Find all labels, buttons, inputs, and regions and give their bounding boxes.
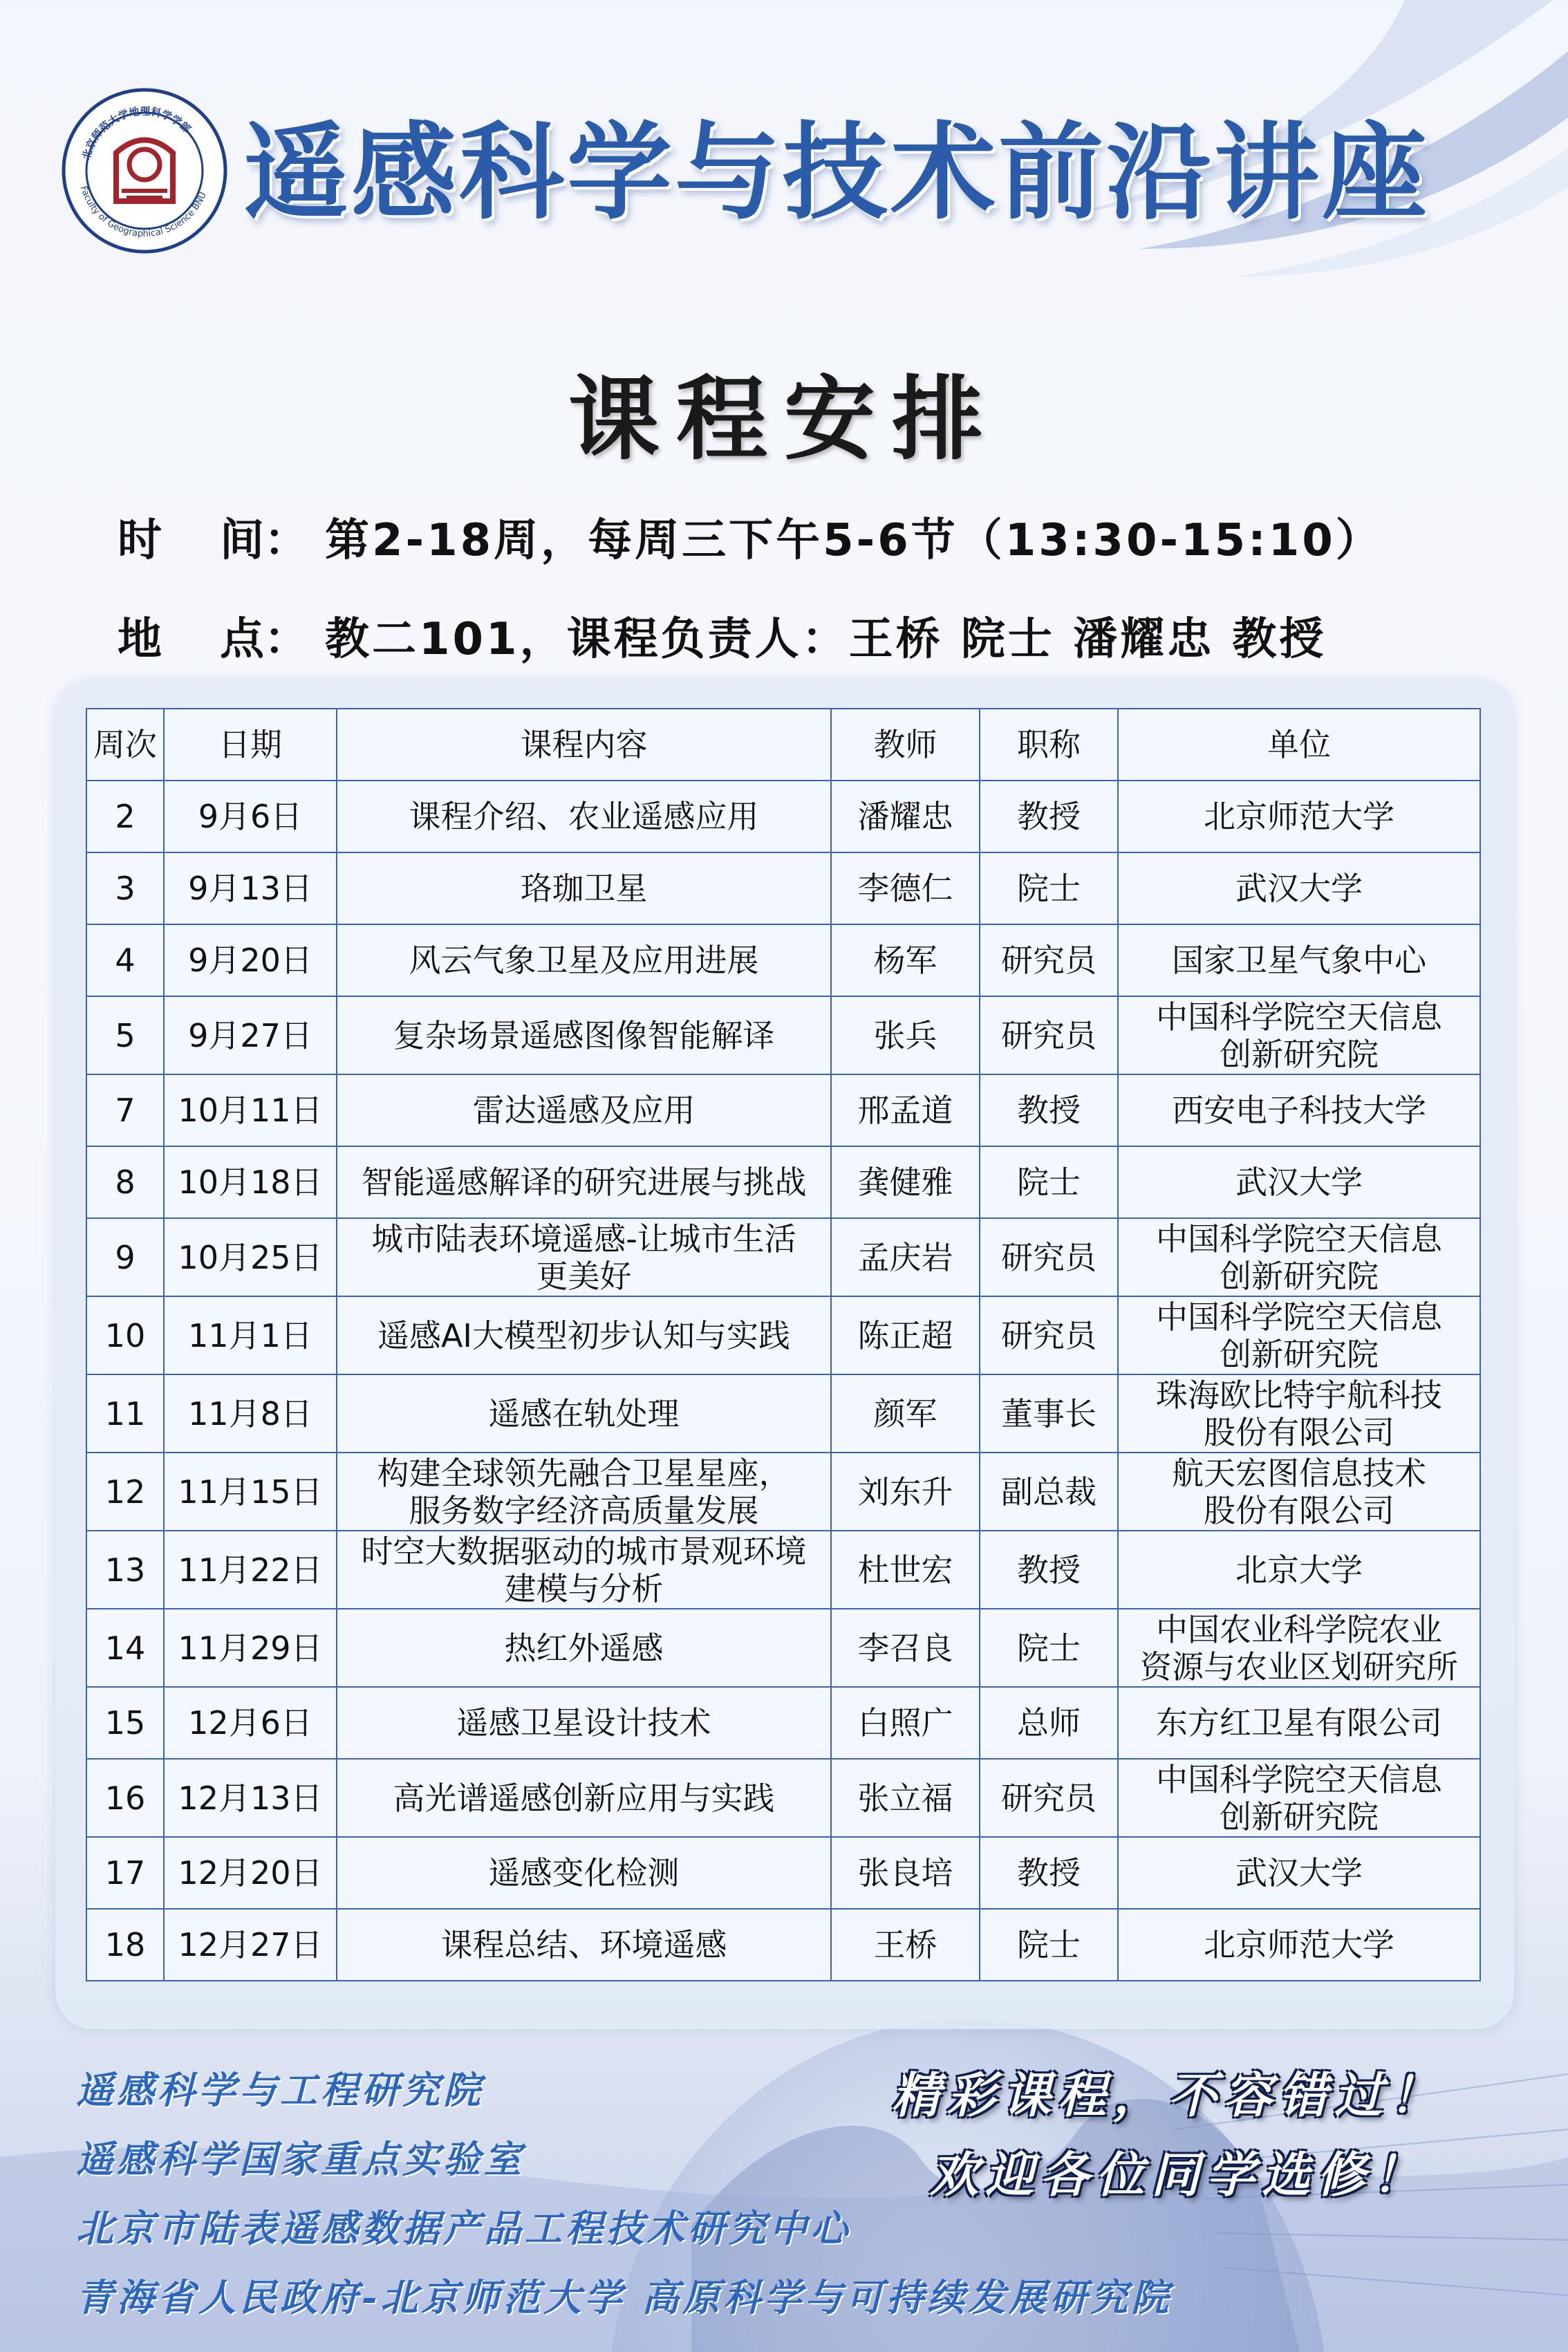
time-label-rest: 间： <box>220 515 308 566</box>
unit-lines <box>1172 1092 1426 1129</box>
topic-lines <box>409 798 759 835</box>
slogan-primary: 精彩课程，不容错过！ <box>892 2066 1445 2124</box>
cell-date: 9月13日 <box>164 852 337 924</box>
schedule-table <box>86 708 1481 1981</box>
topic-line: 遥感在轨处理 <box>488 1394 680 1432</box>
cell-unit <box>1118 1687 1480 1759</box>
unit-line: 西安电子科技大学 <box>1172 1092 1426 1129</box>
cell-week: 14 <box>86 1609 164 1687</box>
cell-title: 教授 <box>980 1074 1118 1146</box>
unit-lines <box>1156 1704 1442 1742</box>
cell-topic <box>337 1837 831 1909</box>
unit-line: 航天宏图信息技术 <box>1172 1454 1426 1492</box>
table-row <box>86 1531 1480 1609</box>
cell-week: 2 <box>86 781 164 852</box>
svg-text:Faculty of Geographical Scienc: Faculty of Geographical Science BNU <box>78 185 209 240</box>
topic-lines <box>489 1395 680 1432</box>
cell-title: 研究员 <box>980 996 1118 1074</box>
unit-line: 北京师范大学 <box>1204 798 1394 835</box>
unit-lines <box>1235 1854 1363 1892</box>
topic-lines <box>441 1926 727 1963</box>
time-label-char: 时 <box>118 515 162 566</box>
slogan-secondary: 欢迎各位同学选修！ <box>930 2146 1428 2203</box>
topic-line: 时空大数据驱动的城市景观环境 <box>361 1532 807 1570</box>
table-row <box>86 996 1480 1074</box>
topic-line: 智能遥感解译的研究进展与挑战 <box>361 1164 807 1201</box>
unit-lines <box>1172 1455 1426 1529</box>
unit-line: 中国科学院空天信息 <box>1156 998 1442 1036</box>
svg-text:北京师范大学地理科学学部: 北京师范大学地理科学学部 <box>80 104 194 161</box>
cell-date: 10月18日 <box>164 1146 337 1218</box>
cell-topic <box>337 1531 831 1609</box>
table-row <box>86 1453 1480 1531</box>
unit-line: 北京大学 <box>1235 1551 1363 1589</box>
unit-line: 珠海欧比特宇航科技 <box>1156 1376 1442 1414</box>
topic-line: 雷达遥感及应用 <box>472 1092 696 1129</box>
cell-title: 教授 <box>980 1837 1118 1909</box>
unit-lines <box>1204 1926 1394 1963</box>
unit-line: 中国农业科学院农业 <box>1156 1610 1442 1648</box>
topic-lines <box>362 1533 807 1607</box>
organization-item: 遥感科学国家重点实验室 <box>76 2137 525 2181</box>
cell-title: 研究员 <box>980 1759 1118 1837</box>
topic-lines <box>409 942 759 979</box>
cell-unit <box>1118 1296 1480 1374</box>
unit-line: 中国科学院空天信息 <box>1156 1298 1442 1336</box>
cell-date: 10月11日 <box>164 1074 337 1146</box>
cell-topic <box>337 1146 831 1218</box>
unit-line: 东方红卫星有限公司 <box>1156 1704 1442 1742</box>
cell-teacher: 张良培 <box>831 1837 980 1909</box>
cell-topic <box>337 924 831 996</box>
unit-line: 武汉大学 <box>1235 870 1363 907</box>
unit-line: 创新研究院 <box>1220 1335 1379 1373</box>
cell-unit <box>1118 781 1480 852</box>
place-info <box>118 604 1326 667</box>
unit-line: 武汉大学 <box>1235 1164 1363 1201</box>
cell-unit <box>1118 1609 1480 1687</box>
cell-teacher: 颜军 <box>831 1374 980 1453</box>
unit-lines <box>1172 942 1426 979</box>
cell-unit <box>1118 996 1480 1074</box>
cell-topic <box>337 1687 831 1759</box>
cell-teacher: 李召良 <box>831 1609 980 1687</box>
cell-topic <box>337 1374 831 1453</box>
cell-title: 教授 <box>980 781 1118 852</box>
topic-line: 更美好 <box>536 1257 632 1295</box>
cell-topic <box>337 1074 831 1146</box>
cell-topic <box>337 1609 831 1687</box>
cell-unit <box>1118 852 1480 924</box>
schedule-body <box>86 781 1480 1981</box>
cell-teacher: 龚健雅 <box>831 1146 980 1218</box>
topic-line: 珞珈卫星 <box>520 870 648 907</box>
cell-unit <box>1118 1531 1480 1609</box>
table-row <box>86 781 1480 852</box>
table-row <box>86 1074 1480 1146</box>
cell-teacher: 潘耀忠 <box>831 781 980 852</box>
unit-line: 股份有限公司 <box>1204 1413 1394 1451</box>
table-row <box>86 1759 1480 1837</box>
table-row <box>86 1374 1480 1453</box>
cell-date: 12月27日 <box>164 1909 337 1981</box>
place-label-rest: 点： <box>220 614 308 665</box>
header-unit: 单位 <box>1118 709 1480 781</box>
header-topic: 课程内容 <box>337 709 831 781</box>
cell-teacher: 王桥 <box>831 1909 980 1981</box>
unit-line: 资源与农业区划研究所 <box>1140 1648 1458 1686</box>
cell-date: 9月20日 <box>164 924 337 996</box>
topic-lines <box>377 1317 790 1354</box>
cell-title: 董事长 <box>980 1374 1118 1453</box>
cell-date: 11月8日 <box>164 1374 337 1453</box>
cell-week: 3 <box>86 852 164 924</box>
table-row <box>86 1609 1480 1687</box>
unit-line: 创新研究院 <box>1220 1798 1379 1836</box>
topic-line: 遥感卫星设计技术 <box>456 1704 711 1742</box>
cell-week: 13 <box>86 1531 164 1609</box>
cell-title: 院士 <box>980 852 1118 924</box>
cell-teacher: 邢孟道 <box>831 1074 980 1146</box>
cell-unit <box>1118 1837 1480 1909</box>
topic-line: 课程总结、环境遥感 <box>440 1926 727 1963</box>
topic-line: 高光谱遥感创新应用与实践 <box>393 1779 775 1817</box>
cell-date: 10月25日 <box>164 1218 337 1296</box>
unit-line: 国家卫星气象中心 <box>1172 942 1426 979</box>
cell-date: 9月27日 <box>164 996 337 1074</box>
cell-date: 11月1日 <box>164 1296 337 1374</box>
topic-lines <box>489 1854 680 1892</box>
topic-line: 风云气象卫星及应用进展 <box>409 942 759 979</box>
cell-week: 18 <box>86 1909 164 1981</box>
topic-lines <box>505 1630 664 1667</box>
topic-line: 构建全球领先融合卫星星座， <box>377 1454 791 1492</box>
cell-week: 7 <box>86 1074 164 1146</box>
place-label-char: 地 <box>118 614 162 665</box>
unit-lines <box>1156 998 1442 1073</box>
topic-lines <box>393 1017 775 1054</box>
cell-unit <box>1118 1453 1480 1531</box>
cell-teacher: 李德仁 <box>831 852 980 924</box>
organization-item: 青海省人民政府-北京师范大学 高原科学与可持续发展研究院 <box>76 2275 1173 2320</box>
cell-topic <box>337 852 831 924</box>
table-row <box>86 1296 1480 1374</box>
cell-topic <box>337 781 831 852</box>
organization-item: 北京市陆表遥感数据产品工程技术研究中心 <box>76 2206 851 2250</box>
cell-title: 研究员 <box>980 924 1118 996</box>
cell-teacher: 孟庆岩 <box>831 1218 980 1296</box>
cell-date: 12月13日 <box>164 1759 337 1837</box>
table-row <box>86 1687 1480 1759</box>
cell-unit <box>1118 924 1480 996</box>
cell-teacher: 白照广 <box>831 1687 980 1759</box>
cell-date: 11月29日 <box>164 1609 337 1687</box>
unit-lines <box>1235 1551 1363 1589</box>
cell-title: 研究员 <box>980 1218 1118 1296</box>
topic-lines <box>521 870 648 907</box>
cell-week: 17 <box>86 1837 164 1909</box>
cell-date: 12月20日 <box>164 1837 337 1909</box>
cell-teacher: 张立福 <box>831 1759 980 1837</box>
unit-lines <box>1235 870 1363 907</box>
cell-unit <box>1118 1218 1480 1296</box>
cell-topic <box>337 1218 831 1296</box>
cell-title: 副总裁 <box>980 1453 1118 1531</box>
unit-lines <box>1204 798 1394 835</box>
cell-week: 15 <box>86 1687 164 1759</box>
university-logo <box>61 87 228 254</box>
place-value: 教二101，课程负责人：王桥 院士 潘耀忠 教授 <box>325 614 1327 665</box>
cell-week: 10 <box>86 1296 164 1374</box>
cell-title: 院士 <box>980 1609 1118 1687</box>
lecture-series-title: 遥感科学与技术前沿讲座 <box>243 111 1430 234</box>
unit-lines <box>1156 1298 1442 1373</box>
unit-line: 创新研究院 <box>1220 1257 1379 1295</box>
table-header-row <box>86 709 1480 781</box>
cell-title: 院士 <box>980 1909 1118 1981</box>
header-date: 日期 <box>164 709 337 781</box>
cell-teacher: 刘东升 <box>831 1453 980 1531</box>
cell-week: 4 <box>86 924 164 996</box>
cell-unit <box>1118 1074 1480 1146</box>
cell-topic <box>337 1759 831 1837</box>
cell-topic <box>337 1296 831 1374</box>
cell-unit <box>1118 1146 1480 1218</box>
topic-line: 复杂场景遥感图像智能解译 <box>393 1016 775 1054</box>
cell-topic <box>337 1453 831 1531</box>
cell-title: 院士 <box>980 1146 1118 1218</box>
unit-lines <box>1156 1761 1442 1836</box>
topic-lines <box>393 1780 775 1817</box>
topic-line: 服务数字经济高质量发展 <box>409 1491 759 1529</box>
topic-line: 课程介绍、农业遥感应用 <box>409 798 759 835</box>
section-title: 课程安排 <box>568 366 1000 473</box>
cell-date: 9月6日 <box>164 781 337 852</box>
unit-line: 创新研究院 <box>1220 1035 1379 1073</box>
topic-line: 遥感AI大模型初步认知与实践 <box>377 1316 791 1354</box>
topic-lines <box>457 1704 711 1742</box>
topic-line: 热红外遥感 <box>504 1629 664 1667</box>
unit-line: 股份有限公司 <box>1204 1491 1394 1529</box>
unit-line: 北京师范大学 <box>1204 1926 1394 1963</box>
unit-lines <box>1156 1220 1442 1295</box>
unit-lines <box>1235 1164 1363 1201</box>
table-row <box>86 852 1480 924</box>
topic-lines <box>371 1220 796 1295</box>
cell-week: 5 <box>86 996 164 1074</box>
header-teacher: 教师 <box>831 709 980 781</box>
table-row <box>86 1909 1480 1981</box>
cell-unit <box>1118 1374 1480 1453</box>
header-week: 周次 <box>86 709 164 781</box>
cell-date: 11月22日 <box>164 1531 337 1609</box>
topic-lines <box>362 1164 807 1201</box>
cell-teacher: 张兵 <box>831 996 980 1074</box>
cell-week: 11 <box>86 1374 164 1453</box>
table-row <box>86 924 1480 996</box>
header-title: 职称 <box>980 709 1118 781</box>
topic-line: 城市陆表环境遥感-让城市生活 <box>371 1220 796 1258</box>
table-row <box>86 1146 1480 1218</box>
unit-lines <box>1156 1376 1442 1451</box>
table-row <box>86 1837 1480 1909</box>
topic-lines <box>473 1092 696 1129</box>
cell-teacher: 陈正超 <box>831 1296 980 1374</box>
topic-lines <box>377 1455 791 1529</box>
unit-line: 武汉大学 <box>1235 1854 1363 1892</box>
cell-unit <box>1118 1909 1480 1981</box>
organization-item: 遥感科学与工程研究院 <box>76 2068 484 2112</box>
unit-line: 中国科学院空天信息 <box>1156 1760 1442 1798</box>
cell-week: 9 <box>86 1218 164 1296</box>
cell-title: 研究员 <box>980 1296 1118 1374</box>
cell-week: 12 <box>86 1453 164 1531</box>
cell-title: 教授 <box>980 1531 1118 1609</box>
time-info <box>118 505 1383 568</box>
cell-teacher: 杜世宏 <box>831 1531 980 1609</box>
cell-topic <box>337 996 831 1074</box>
topic-line: 建模与分析 <box>504 1569 664 1607</box>
cell-title: 总师 <box>980 1687 1118 1759</box>
time-value: 第2-18周，每周三下午5-6节（13:30-15:10） <box>325 515 1383 566</box>
unit-line: 中国科学院空天信息 <box>1156 1220 1442 1258</box>
cell-date: 11月15日 <box>164 1453 337 1531</box>
unit-lines <box>1140 1611 1458 1686</box>
cell-date: 12月6日 <box>164 1687 337 1759</box>
cell-unit <box>1118 1759 1480 1837</box>
cell-week: 16 <box>86 1759 164 1837</box>
cell-week: 8 <box>86 1146 164 1218</box>
topic-line: 遥感变化检测 <box>488 1854 680 1892</box>
table-row <box>86 1218 1480 1296</box>
cell-teacher: 杨军 <box>831 924 980 996</box>
cell-topic <box>337 1909 831 1981</box>
